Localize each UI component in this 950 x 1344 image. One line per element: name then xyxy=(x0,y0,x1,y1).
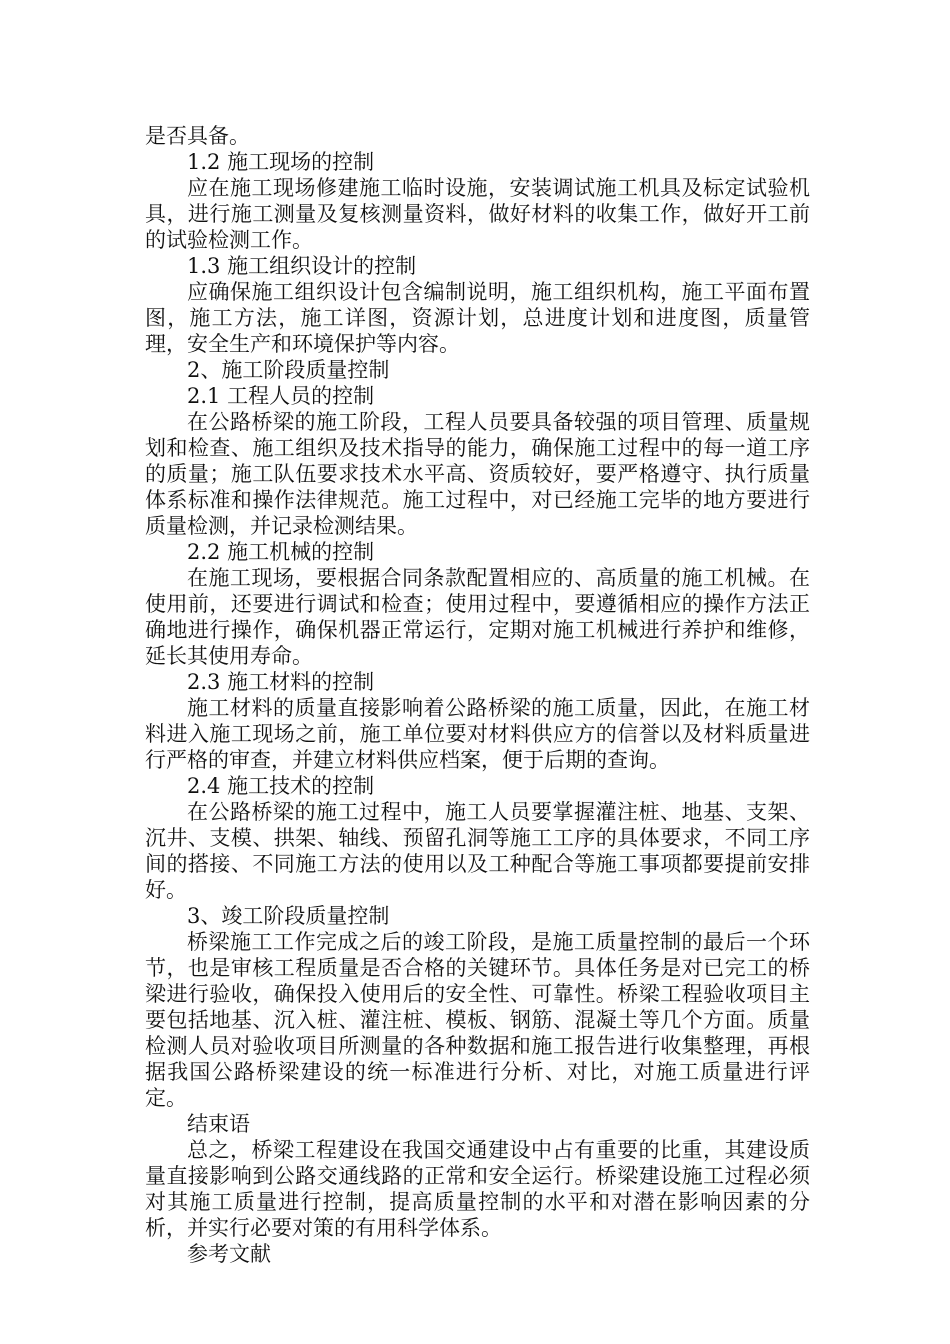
paragraph-machinery-control: 在施工现场，要根据合同条款配置相应的、高质量的施工机械。在使用前，还要进行调试和检查；使用过程中，要遵循相应的操作方法正确地进行操作，确保机器正常运行，定期对施工机械进行养护和维修，延长其使用寿命。 xyxy=(145,566,810,668)
paragraph-conclusion: 总之，桥梁工程建设在我国交通建设中占有重要的比重，其建设质量直接影响到公路交通线路的正常和安全运行。桥梁建设施工过程必须对其施工质量进行控制，提高质量控制的水平和对潜在影响因素的分析，并实行必要对策的有用科学体系。 xyxy=(145,1138,810,1240)
section-heading-2-2: 2.2 施工机械的控制 xyxy=(187,540,375,564)
section-heading-2-3: 2.3 施工材料的控制 xyxy=(187,670,375,694)
paragraph-continuation: 是否具备。 xyxy=(145,124,250,148)
paragraph-personnel-control: 在公路桥梁的施工阶段，工程人员要具备较强的项目管理、质量规划和检查、施工组织及技术指导的能力，确保施工过程中的每一道工序的质量；施工队伍要求技术水平高、资质较好，要严格遵守、执行质量体系标准和操作法律规范。施工过程中，对已经施工完毕的地方要进行质量检测，并记录检测结果。 xyxy=(145,410,810,538)
section-heading-2-1: 2.1 工程人员的控制 xyxy=(187,384,375,408)
section-heading-3: 3、竣工阶段质量控制 xyxy=(187,904,390,928)
paragraph-completion-control: 桥梁施工工作完成之后的竣工阶段，是施工质量控制的最后一个环节，也是审核工程质量是否合格的关键环节。具体任务是对已完工的桥梁进行验收，确保投入使用后的安全性、可靠性。桥梁工程验收项目主要包括地基、沉入桩、灌注桩、模板、钢筋、混凝土等几个方面。质量检测人员对验收项目所测量的各种数据和施工报告进行收集整理，再根据我国公路桥梁建设的统一标准进行分析、对比，对施工质量进行评定。 xyxy=(145,930,810,1110)
section-heading-1-2: 1.2 施工现场的控制 xyxy=(187,150,375,174)
paragraph-site-control: 应在施工现场修建施工临时设施，安装调试施工机具及标定试验机具，进行施工测量及复核测量资料，做好材料的收集工作，做好开工前的试验检测工作。 xyxy=(145,176,810,252)
document-page xyxy=(145,123,810,1267)
section-heading-2: 2、施工阶段质量控制 xyxy=(187,358,390,382)
section-heading-2-4: 2.4 施工技术的控制 xyxy=(187,774,375,798)
section-heading-references: 参考文献 xyxy=(187,1242,271,1266)
paragraph-technique-control: 在公路桥梁的施工过程中，施工人员要掌握灌注桩、地基、支架、沉井、支模、拱架、轴线、预留孔洞等施工工序的具体要求，不同工序间的搭接、不同施工方法的使用以及工种配合等施工事项都要提前安排好。 xyxy=(145,800,810,902)
paragraph-organization-design: 应确保施工组织设计包含编制说明，施工组织机构，施工平面布置图，施工方法，施工详图，资源计划，总进度计划和进度图，质量管理，安全生产和环境保护等内容。 xyxy=(145,280,810,356)
section-heading-conclusion: 结束语 xyxy=(187,1112,250,1136)
section-heading-1-3: 1.3 施工组织设计的控制 xyxy=(187,254,417,278)
paragraph-material-control: 施工材料的质量直接影响着公路桥梁的施工质量，因此，在施工材料进入施工现场之前，施工单位要对材料供应方的信誉以及材料质量进行严格的审查，并建立材料供应档案，便于后期的查询。 xyxy=(145,696,810,772)
